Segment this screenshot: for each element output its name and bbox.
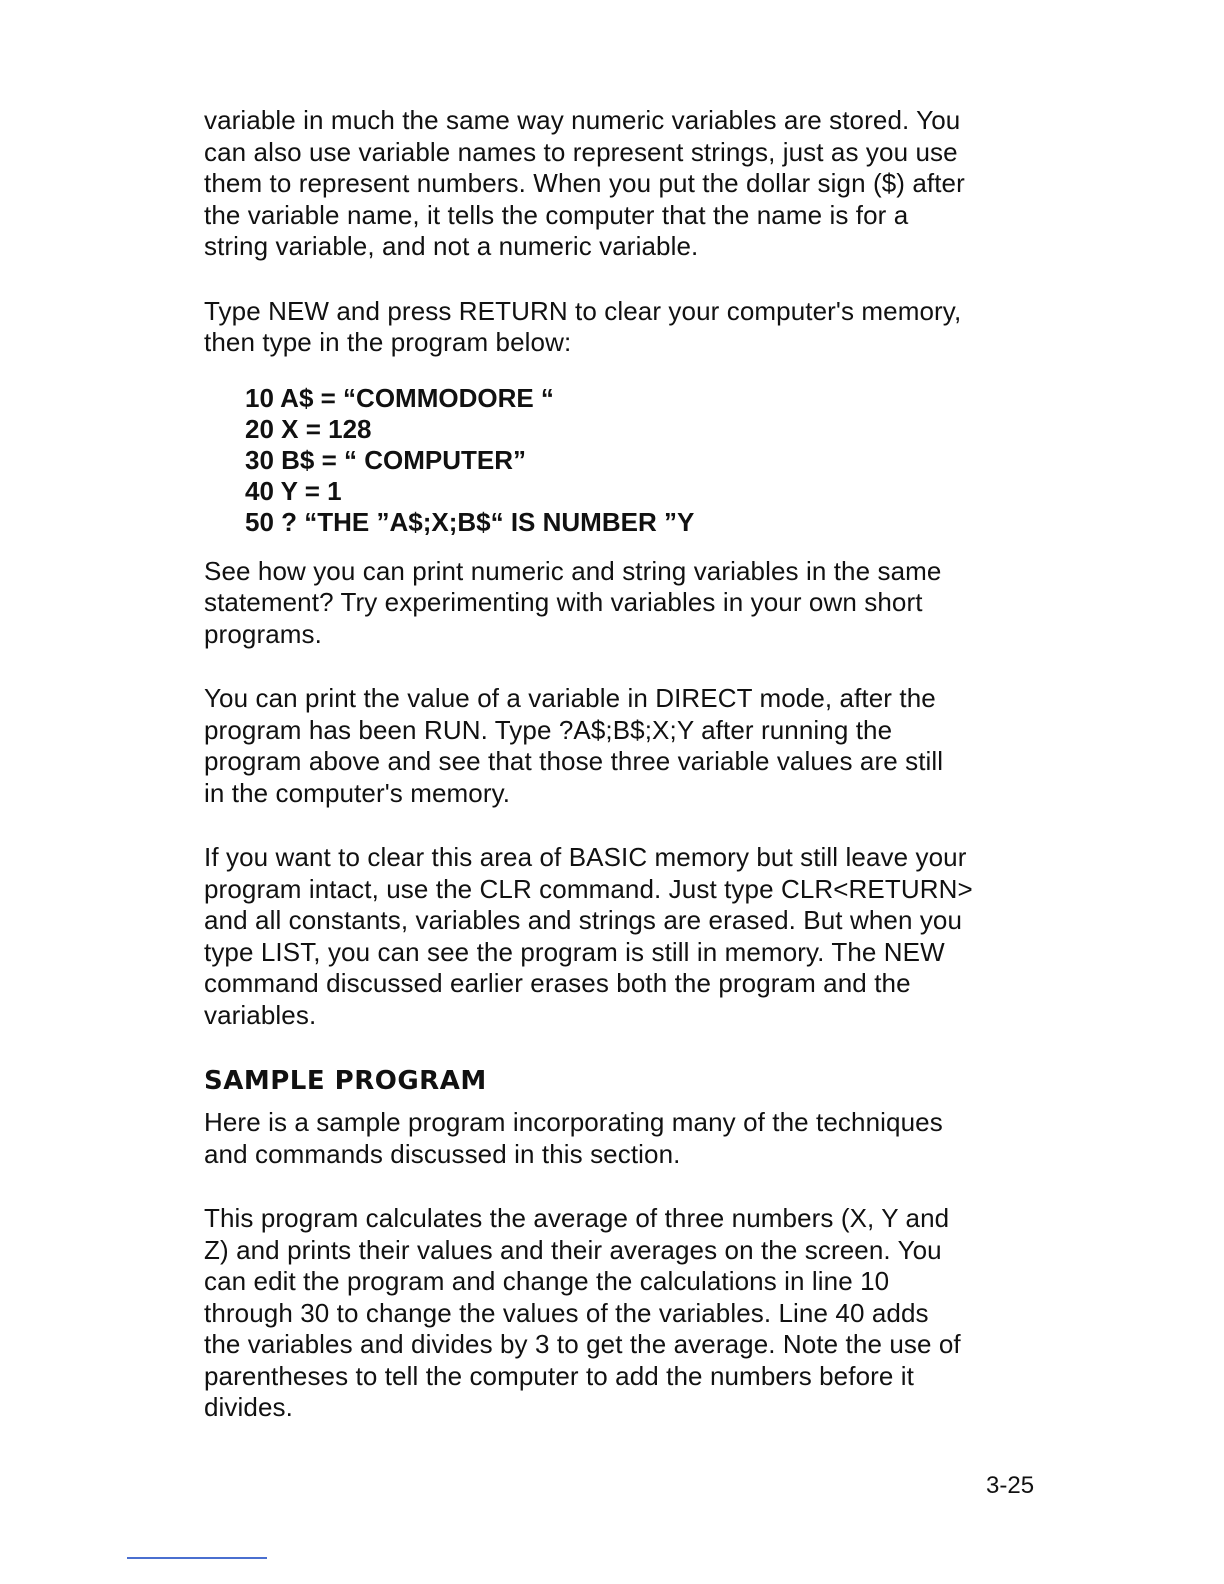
page-number: 3-25 [986, 1472, 1035, 1499]
manual-page-body [204, 105, 1044, 1424]
code-line: 50 ? “THE ”A$;X;B$“ IS NUMBER ”Y [245, 506, 695, 537]
text-line: then type in the program below: [204, 327, 572, 357]
section-heading: SAMPLE PROGRAM [204, 1066, 487, 1096]
text-line: program above and see that those three variable values are still [204, 746, 944, 776]
paragraph-print-variables [204, 556, 1044, 651]
text-line: the variables and divides by 3 to get the average. Note the use of [204, 1329, 961, 1359]
paragraph-clr-command [204, 842, 1044, 1031]
paragraph-string-variables [204, 105, 1044, 263]
code-line: 20 X = 128 [245, 413, 372, 444]
paragraph-average-program [204, 1203, 1044, 1424]
text-line: in the computer's memory. [204, 777, 511, 808]
text-line: type LIST, you can see the program is still in memory. The NEW [204, 936, 945, 967]
text-line: variables. [204, 999, 317, 1030]
text-line: and commands discussed in this section. [204, 1138, 681, 1169]
text-line: can also use variable names to represent strings, just as you use [204, 136, 958, 167]
code-line: 10 A$ = “COMMODORE “ [245, 382, 554, 413]
code-line: 30 B$ = “ COMPUTER” [245, 444, 527, 475]
text-line: variable in much the same way numeric variables are stored. You [204, 105, 961, 135]
text-line: them to represent numbers. When you put the dollar sign ($) after [204, 168, 965, 198]
text-line: string variable, and not a numeric variable. [204, 231, 699, 261]
text-line: program has been RUN. Type ?A$;B$;X;Y after running the [204, 714, 893, 745]
text-line: can edit the program and change the calculations in line 10 [204, 1266, 890, 1296]
text-line: and all constants, variables and strings are erased. But when you [204, 905, 963, 935]
text-line: You can print the value of a variable in DIRECT mode, after the [204, 683, 936, 713]
text-line: divides. [204, 1392, 293, 1422]
text-line: Here is a sample program incorporating many of the techniques [204, 1107, 943, 1137]
text-line: If you want to clear this area of BASIC memory but still leave your [204, 842, 967, 872]
paragraph-type-new [204, 296, 1044, 359]
text-line: program intact, use the CLR command. Just type CLR<RETURN> [204, 873, 973, 904]
text-line: This program calculates the average of three numbers (X, Y and [204, 1203, 950, 1233]
bottom-rule [127, 1557, 267, 1559]
text-line: Type NEW and press RETURN to clear your computer's memory, [204, 295, 962, 326]
text-line: See how you can print numeric and string variables in the same [204, 555, 942, 586]
text-line: programs. [204, 618, 322, 649]
code-line: 40 Y = 1 [245, 475, 342, 506]
paragraph-sample-intro [204, 1107, 1044, 1170]
text-line: parentheses to tell the computer to add the numbers before it [204, 1360, 914, 1391]
paragraph-direct-mode [204, 683, 1044, 809]
text-line: the variable name, it tells the computer that the name is for a [204, 199, 909, 230]
text-line: through 30 to change the values of the variables. Line 40 adds [204, 1297, 929, 1328]
text-line: Z) and prints their values and their averages on the screen. You [204, 1234, 942, 1265]
text-line: command discussed earlier erases both the program and the [204, 968, 911, 998]
text-line: statement? Try experimenting with variables in your own short [204, 587, 923, 617]
program-listing [204, 383, 1044, 538]
